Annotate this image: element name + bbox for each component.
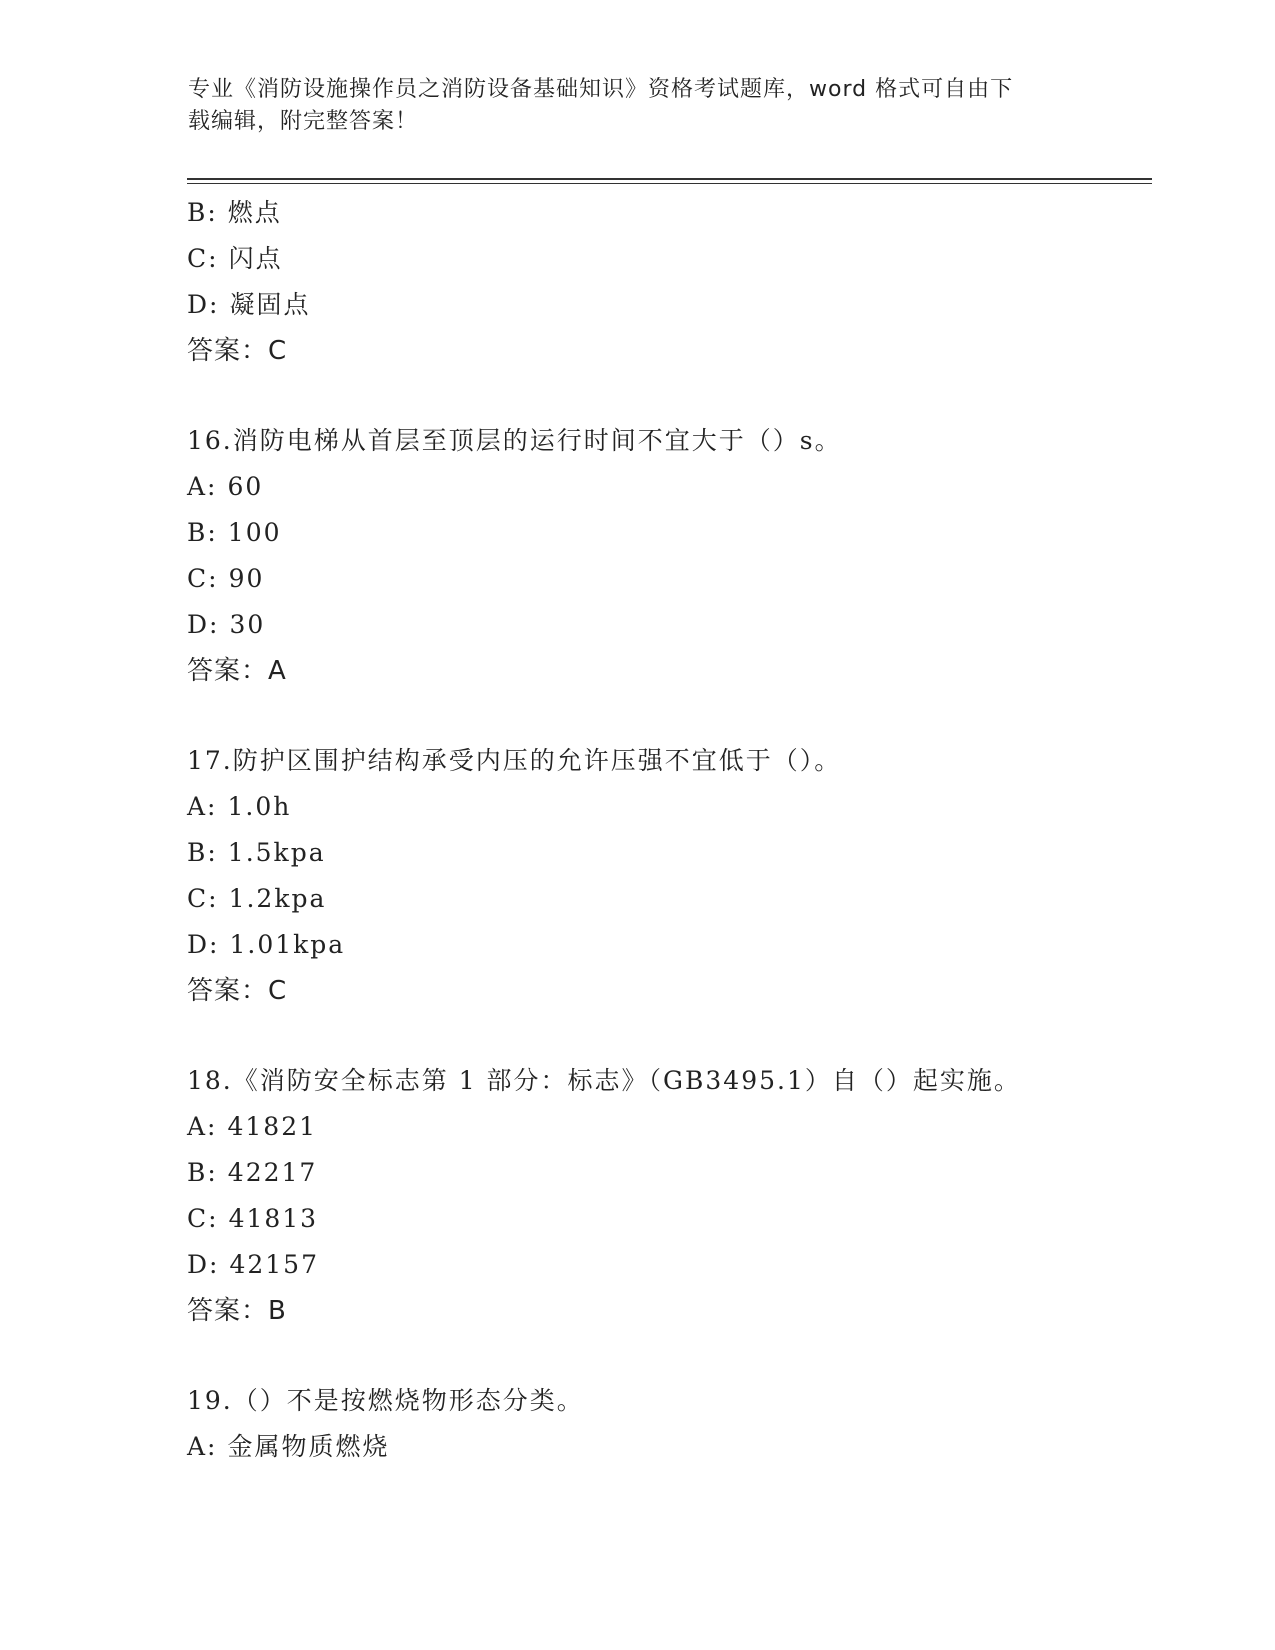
header-divider-thick [187,178,1152,180]
spacer [187,694,1147,738]
option-d [187,922,1147,968]
option-text: 闪点 [228,244,283,273]
option-b [187,190,1147,236]
option-letter: C: [187,564,219,593]
option-letter: D: [187,610,220,639]
header-line-2: 载编辑，附完整答案！ [188,109,419,134]
option-text: 凝固点 [229,290,311,319]
option-c [187,1196,1147,1242]
question-19 [187,1378,1147,1470]
option-a [187,464,1147,510]
option-text: 1.2kpa [228,884,327,913]
option-letter: B: [187,1158,218,1187]
question-stem: 16.消防电梯从首层至顶层的运行时间不宜大于（）s。 [187,426,842,455]
option-text: 90 [228,564,265,593]
spacer [187,1014,1147,1058]
option-text: 1.01kpa [229,930,346,959]
answer-line: 答案：B [187,1296,287,1326]
option-c [187,876,1147,922]
answer-line: 答案：C [187,976,288,1006]
option-c [187,556,1147,602]
question-list [187,190,1147,1470]
option-text: 30 [229,610,266,639]
answer-line: 答案：C [187,336,288,366]
option-text: 41813 [228,1204,319,1233]
option-letter: C: [187,244,219,273]
option-d [187,602,1147,648]
question-stem: 17.防护区围护结构承受内压的允许压强不宜低于（）。 [187,746,842,775]
option-b [187,1150,1147,1196]
option-a [187,784,1147,830]
option-letter: B: [187,518,218,547]
spacer [187,374,1147,418]
option-letter: C: [187,1204,219,1233]
option-text: 金属物质燃烧 [227,1432,390,1461]
option-d [187,282,1147,328]
option-b [187,510,1147,556]
option-letter: D: [187,1250,220,1279]
option-letter: D: [187,930,220,959]
option-text: 42217 [227,1158,318,1187]
spacer [187,1334,1147,1378]
option-c [187,236,1147,282]
question-15-tail [187,190,1147,374]
option-letter: A: [187,1432,218,1461]
option-text: 100 [227,518,282,547]
option-text: 42157 [229,1250,319,1279]
option-letter: B: [187,838,218,867]
option-letter: D: [187,290,220,319]
option-letter: C: [187,884,219,913]
option-letter: B: [187,198,218,227]
option-letter: A: [187,1112,218,1141]
option-text: 1.5kpa [227,838,326,867]
option-text: 60 [227,472,264,501]
document-header [188,74,1068,138]
option-text: 1.0h [227,792,292,821]
option-a [187,1104,1147,1150]
option-a [187,1424,1147,1470]
header-line-1: 专业《消防设施操作员之消防设备基础知识》资格考试题库，word 格式可自由下 [188,77,1014,102]
option-text: 燃点 [227,198,282,227]
option-letter: A: [187,472,218,501]
question-17 [187,738,1147,1014]
header-divider-thin [187,183,1152,184]
question-stem: 18.《消防安全标志第 1 部分：标志》（GB3495.1）自（）起实施。 [187,1066,1021,1095]
option-text: 41821 [227,1112,318,1141]
answer-line: 答案：A [187,656,287,686]
question-18 [187,1058,1147,1334]
option-d [187,1242,1147,1288]
question-16 [187,418,1147,694]
option-letter: A: [187,792,218,821]
question-stem: 19.（）不是按燃烧物形态分类。 [187,1386,584,1415]
option-b [187,830,1147,876]
